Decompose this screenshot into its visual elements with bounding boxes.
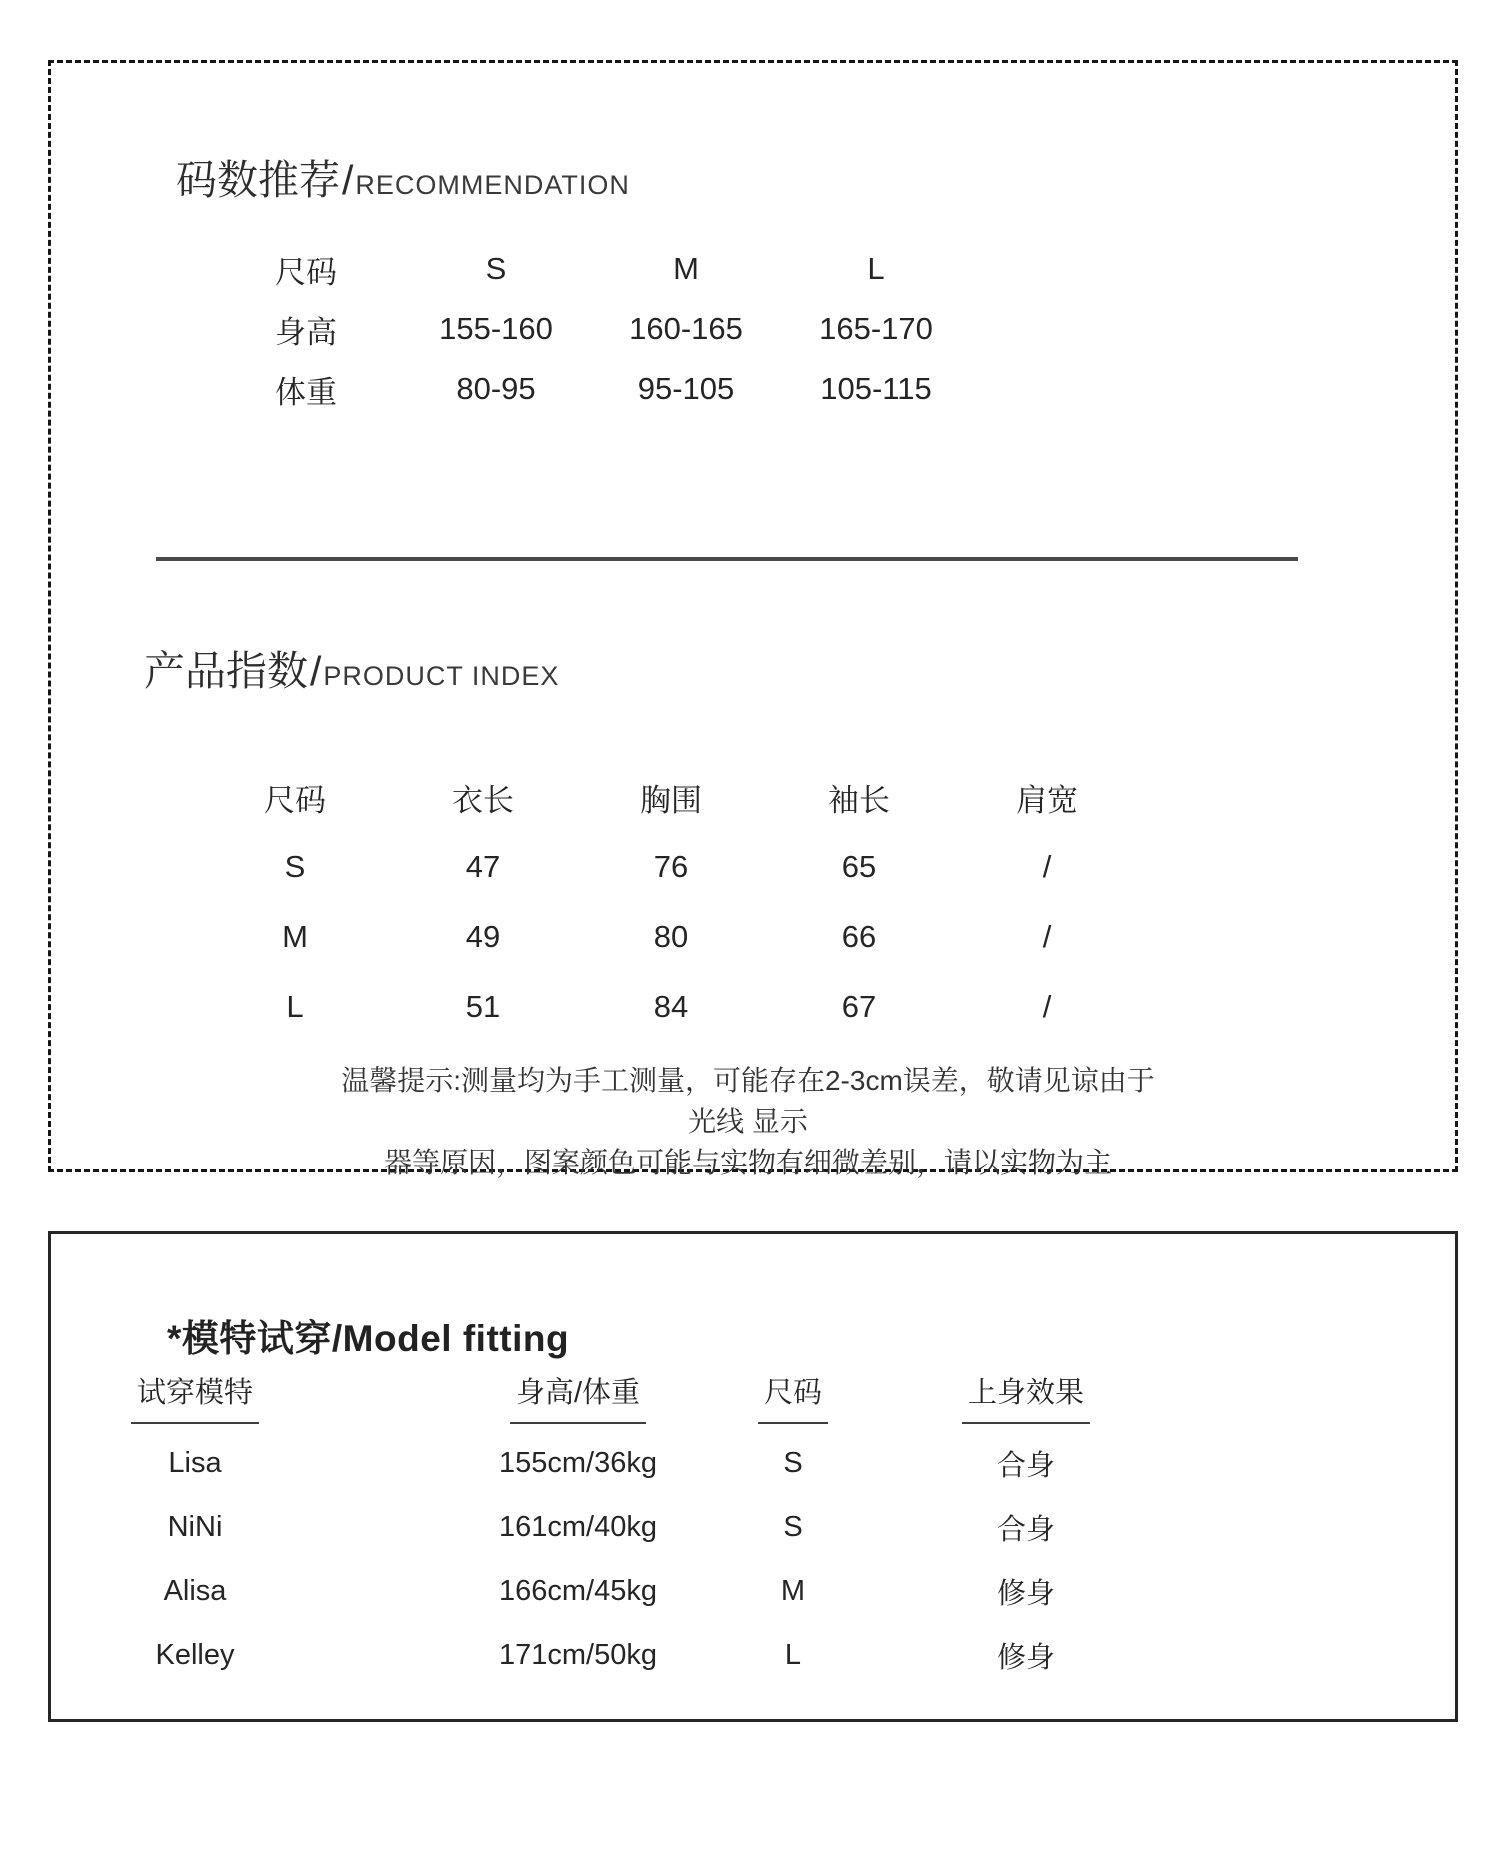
table-cell: 80: [653, 919, 689, 954]
table-cell: 合身: [996, 1449, 1055, 1482]
table-cell: S: [284, 849, 306, 884]
table-cell: M: [282, 919, 308, 954]
table-cell: 155cm/36kg: [499, 1446, 657, 1479]
table-cell: 105-115: [820, 371, 932, 406]
table-cell: Kelley: [155, 1638, 235, 1671]
model-fitting-title: *模特试穿/Model fitting: [167, 1318, 570, 1359]
table-cell: M: [780, 1574, 806, 1607]
table-cell: S: [485, 251, 507, 286]
measurement-note-line1: 温馨提示:测量均为手工测量，可能存在2-3cm误差，敬请见谅由于光线 显示: [341, 1065, 1155, 1137]
table-cell: S: [783, 1510, 803, 1543]
table-cell: 95-105: [637, 371, 735, 406]
model-fitting-panel: [48, 1231, 1458, 1722]
column-header: 尺码: [264, 782, 326, 818]
product-index-title: [144, 638, 559, 697]
model-fitting-column-effect: [916, 1367, 1136, 1687]
row-label: 身高: [275, 314, 337, 350]
size-recommendation-title: [176, 147, 630, 206]
table-cell: L: [784, 1638, 802, 1671]
size-info-panel: [48, 60, 1458, 1178]
column-header: 上身效果: [916, 1367, 1136, 1427]
table-cell: 修身: [996, 1641, 1055, 1674]
table-cell: NiNi: [167, 1510, 223, 1543]
product-index-table: [201, 762, 1141, 1042]
table-cell: S: [783, 1446, 803, 1479]
column-header: 衣长: [452, 782, 514, 818]
section-divider: [156, 557, 1298, 561]
table-cell: /: [1042, 919, 1052, 954]
model-fitting-column-model: [75, 1367, 315, 1687]
table-cell: 合身: [996, 1513, 1055, 1546]
column-header: 尺码: [713, 1367, 873, 1427]
table-cell: /: [1042, 989, 1052, 1024]
column-header: 试穿模特: [75, 1367, 315, 1427]
table-cell: 49: [465, 919, 501, 954]
table-cell: 160-165: [629, 311, 743, 346]
table-cell: 84: [653, 989, 689, 1024]
table-cell: Alisa: [163, 1574, 227, 1607]
table-cell: 67: [841, 989, 877, 1024]
table-cell: 155-160: [439, 311, 553, 346]
measurement-note-line2: 器等原因，图案颜色可能与实物有细微差别，请以实物为主: [383, 1147, 1112, 1178]
table-cell: 76: [653, 849, 689, 884]
table-cell: L: [867, 251, 885, 286]
column-header: 袖长: [828, 782, 890, 818]
column-header: 身高/体重: [418, 1367, 738, 1427]
product-index-title-zh: 产品指数: [144, 648, 308, 694]
column-header: 肩宽: [1016, 782, 1078, 818]
size-recommendation-table: [211, 239, 971, 419]
size-recommendation-title-zh: 码数推荐: [176, 157, 340, 203]
table-cell: 47: [465, 849, 501, 884]
table-cell: 161cm/40kg: [499, 1510, 657, 1543]
table-cell: 66: [841, 919, 877, 954]
model-fitting-column-size: [713, 1367, 873, 1687]
table-cell: 166cm/45kg: [499, 1574, 657, 1607]
table-cell: 80-95: [456, 371, 536, 406]
model-fitting-column-height-weight: [418, 1367, 738, 1687]
table-cell: Lisa: [168, 1446, 222, 1479]
table-cell: L: [286, 989, 304, 1024]
title-separator: /: [310, 648, 322, 694]
table-cell: 171cm/50kg: [499, 1638, 657, 1671]
column-header: 胸围: [640, 782, 702, 818]
title-separator: /: [342, 157, 354, 203]
table-cell: M: [673, 251, 699, 286]
product-index-title-en: PRODUCT INDEX: [323, 661, 560, 691]
table-cell: 165-170: [819, 311, 933, 346]
table-cell: 65: [841, 849, 877, 884]
size-recommendation-title-en: RECOMMENDATION: [355, 170, 630, 200]
table-cell: 修身: [996, 1577, 1055, 1610]
table-cell: 51: [465, 989, 501, 1024]
row-label: 体重: [275, 374, 337, 410]
row-label: 尺码: [275, 254, 337, 290]
table-cell: /: [1042, 849, 1052, 884]
measurement-note: [338, 1060, 1158, 1183]
